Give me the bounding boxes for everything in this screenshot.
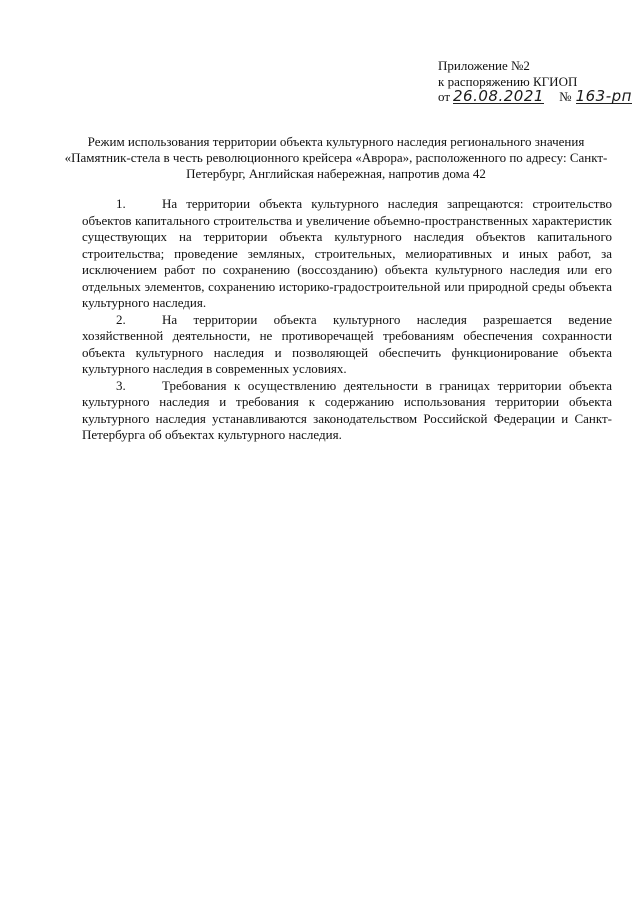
attachment-title: Приложение №2: [438, 58, 530, 73]
handwritten-date: 26.08.2021: [453, 87, 544, 105]
paragraph-1: [82, 196, 612, 312]
attachment-date-line: [438, 87, 632, 105]
number-label: №: [559, 89, 572, 104]
document-title: Режим использования территории объекта культурного наследия регионального значения «Памятник-стела в честь революционного крейсера «Аврора», расположенного по адресу: Санкт-Петербург, Английская набережная, напротив дома 42: [64, 134, 608, 181]
paragraph-number: 3.: [116, 377, 126, 393]
paragraph-number: 1.: [116, 196, 126, 211]
document-body: [82, 196, 612, 444]
attachment-header: [438, 58, 632, 105]
attachment-reference: к распоряжению КГИОП: [438, 73, 578, 89]
paragraph-3: [82, 378, 612, 444]
paragraph-text: Требования к осуществлению деятельности в границах территории объекта культурного наследия и требования к содержанию использования территории объекта культурного наследия устанавливаются законодательством Российской Федерации и Санкт-Петербурга об объектах культурного наследия.: [82, 377, 612, 442]
handwritten-number: 163-рп: [575, 87, 632, 105]
paragraph-text: На территории объекта культурного наследия запрещаются: строительство объектов капитального строительства и увеличение объемно-пространственных характеристик существующих на территории объекта культурного наследия объектов капитального строительства; проведение земляных, строительных, мелиоративных и иных работ, за исключением работ по сохранению (воссозданию) объекта культурного наследия или его отдельных элементов, сохранению историко-градостроительной или природной среды объекта культурного наследия.: [82, 196, 612, 310]
date-prefix: от: [438, 89, 451, 104]
paragraph-2: [82, 312, 612, 378]
paragraph-number: 2.: [116, 311, 126, 327]
paragraph-text: На территории объекта культурного наследия разрешается ведение хозяйственной деятельности, не противоречащей требованиям обеспечения сохранности объекта культурного наследия и позволяющей обеспечить функционирование объекта культурного наследия в современных условиях.: [82, 311, 612, 376]
